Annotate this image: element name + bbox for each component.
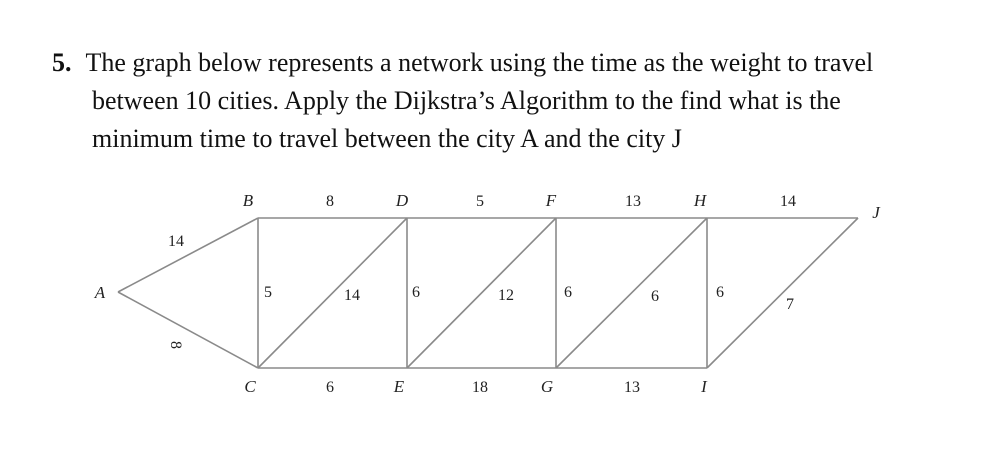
question-line-1-text: The graph below represents a network using the time as the weight to travel	[85, 48, 874, 77]
node-h: H	[693, 191, 707, 210]
graph-edges	[118, 218, 858, 368]
edge-weight-g-h: 6	[651, 288, 659, 305]
edge-weight-b-c: 5	[264, 284, 272, 301]
edge-weight-c-e: 6	[326, 379, 334, 396]
node-i: I	[701, 377, 707, 396]
edge-weight-f-g: 6	[564, 284, 572, 301]
edge-weight-h-j: 14	[780, 193, 796, 210]
node-g: G	[540, 377, 554, 396]
edge-weight-e-f: 12	[498, 287, 514, 304]
edge-weight-i-j: 7	[786, 296, 794, 313]
edge-weight-e-g: 18	[472, 379, 488, 396]
question-number: 5.	[52, 48, 72, 77]
node-j: J	[872, 203, 880, 222]
edge-g-h	[556, 218, 707, 368]
node-f: F	[545, 191, 557, 210]
edge-weight-h-i: 6	[716, 284, 724, 301]
edge-a-c	[118, 292, 258, 368]
edge-weight-g-i: 13	[624, 379, 640, 396]
node-b: B	[242, 191, 254, 210]
node-a: A	[94, 283, 106, 302]
question-line-2: between 10 cities. Apply the Dijkstra’s Algorithm to the find what is the	[92, 86, 841, 115]
edge-i-j	[707, 218, 858, 368]
node-e: E	[393, 377, 405, 396]
edge-weight-f-h: 13	[625, 193, 641, 210]
edge-weight-d-e: 6	[412, 284, 420, 301]
edge-weight-a-c: 8	[167, 341, 184, 349]
node-d: D	[395, 191, 409, 210]
edge-a-b	[118, 218, 258, 292]
edge-c-d	[258, 218, 407, 368]
graph-node-labels	[94, 191, 881, 396]
node-c: C	[244, 377, 256, 396]
edge-weight-b-d: 8	[326, 193, 334, 210]
edge-weight-a-b: 14	[168, 233, 184, 250]
edge-weight-d-f: 5	[476, 193, 484, 210]
question-line-3: minimum time to travel between the city A and the city J	[92, 124, 682, 153]
edge-weight-c-d: 14	[344, 287, 360, 304]
edge-e-f	[407, 218, 556, 368]
